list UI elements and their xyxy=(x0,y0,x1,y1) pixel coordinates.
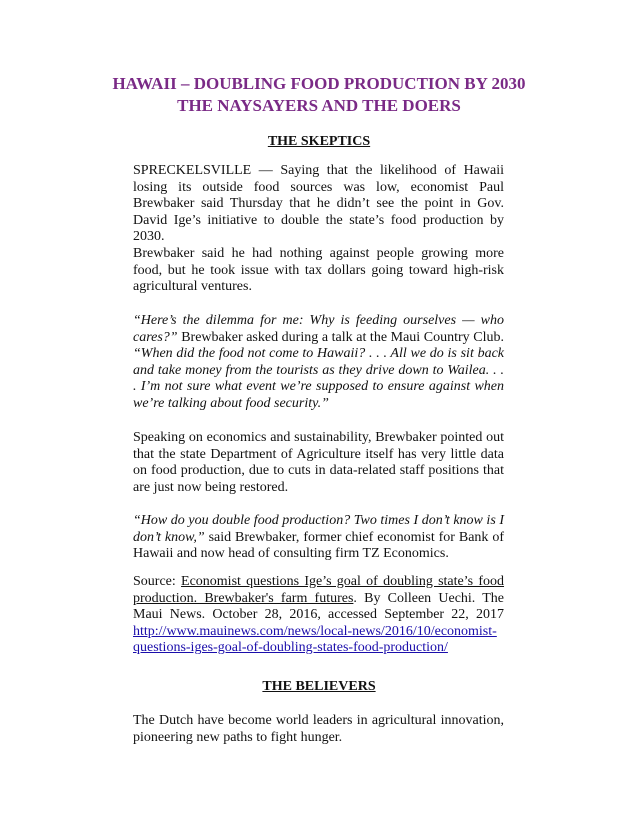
section-heading-believers: THE BELIEVERS xyxy=(262,679,376,694)
section-heading-skeptics: THE SKEPTICS xyxy=(267,134,371,149)
quote-dilemma: “Here’s the dilemma for me: Why is feeding ourselves — who cares?” xyxy=(133,313,504,345)
paragraph-tax-dollars: Brewbaker said he had nothing against people growing more food, but he took issue with tax dollars going toward high-risk agricultural ventures. xyxy=(133,246,504,295)
quote-attribution: Brewbaker asked during a talk at the Maui Country Club. xyxy=(177,329,504,345)
paragraph-intro: SPRECKELSVILLE — Saying that the likelihood of Hawaii losing its outside food sources was low, economist Paul Brewbaker said Thursday that he didn’t see the point in Gov. David Ige’s initiative to double the state’s food production by 2030. xyxy=(133,163,504,245)
document-title-line-1: HAWAII – DOUBLING FOOD PRODUCTION BY 2030 xyxy=(112,74,526,93)
source-url-link[interactable]: http://www.mauinews.com/news/local-news/2016/10/economist-questions-iges-goal-of-doubling-states-food-production/ xyxy=(133,623,497,656)
source-citation: . By Colleen Uechi. The Maui News. October 28, 2016, accessed September 22, 2017 xyxy=(133,590,505,623)
paragraph-source xyxy=(133,574,504,657)
quote-double-production: “How do you double food production? Two times I don’t know is I don’t know,” xyxy=(133,513,504,545)
document-title-line-2: THE NAYSAYERS AND THE DOERS xyxy=(177,96,461,115)
paragraph-quote-dilemma xyxy=(133,313,504,413)
paragraph-quote-double xyxy=(133,513,504,563)
paragraph-economics: Speaking on economics and sustainability, Brewbaker pointed out that the state Department of Agriculture itself has very little data on food production, due to cuts in data-related staff positions that are just now being restored. xyxy=(133,430,504,495)
source-article-link[interactable]: Economist questions Ige’s goal of doubling state’s food production. Brewbaker's farm futures xyxy=(133,574,505,606)
paragraph-dutch: The Dutch have become world leaders in agricultural innovation, pioneering new paths to fight hunger. xyxy=(133,713,504,745)
quote-attribution-2: said Brewbaker, former chief economist for Bank of Hawaii and now head of consulting firm TZ Economics. xyxy=(133,529,504,562)
source-label: Source: xyxy=(133,574,182,589)
quote-food-security: “When did the food not come to Hawaii? . . . All we do is sit back and take money from the tourists as they drive down to Wailea. . . . I’m not sure what event we’re supposed to ensure against when we’re talking about food security.” xyxy=(133,346,504,411)
